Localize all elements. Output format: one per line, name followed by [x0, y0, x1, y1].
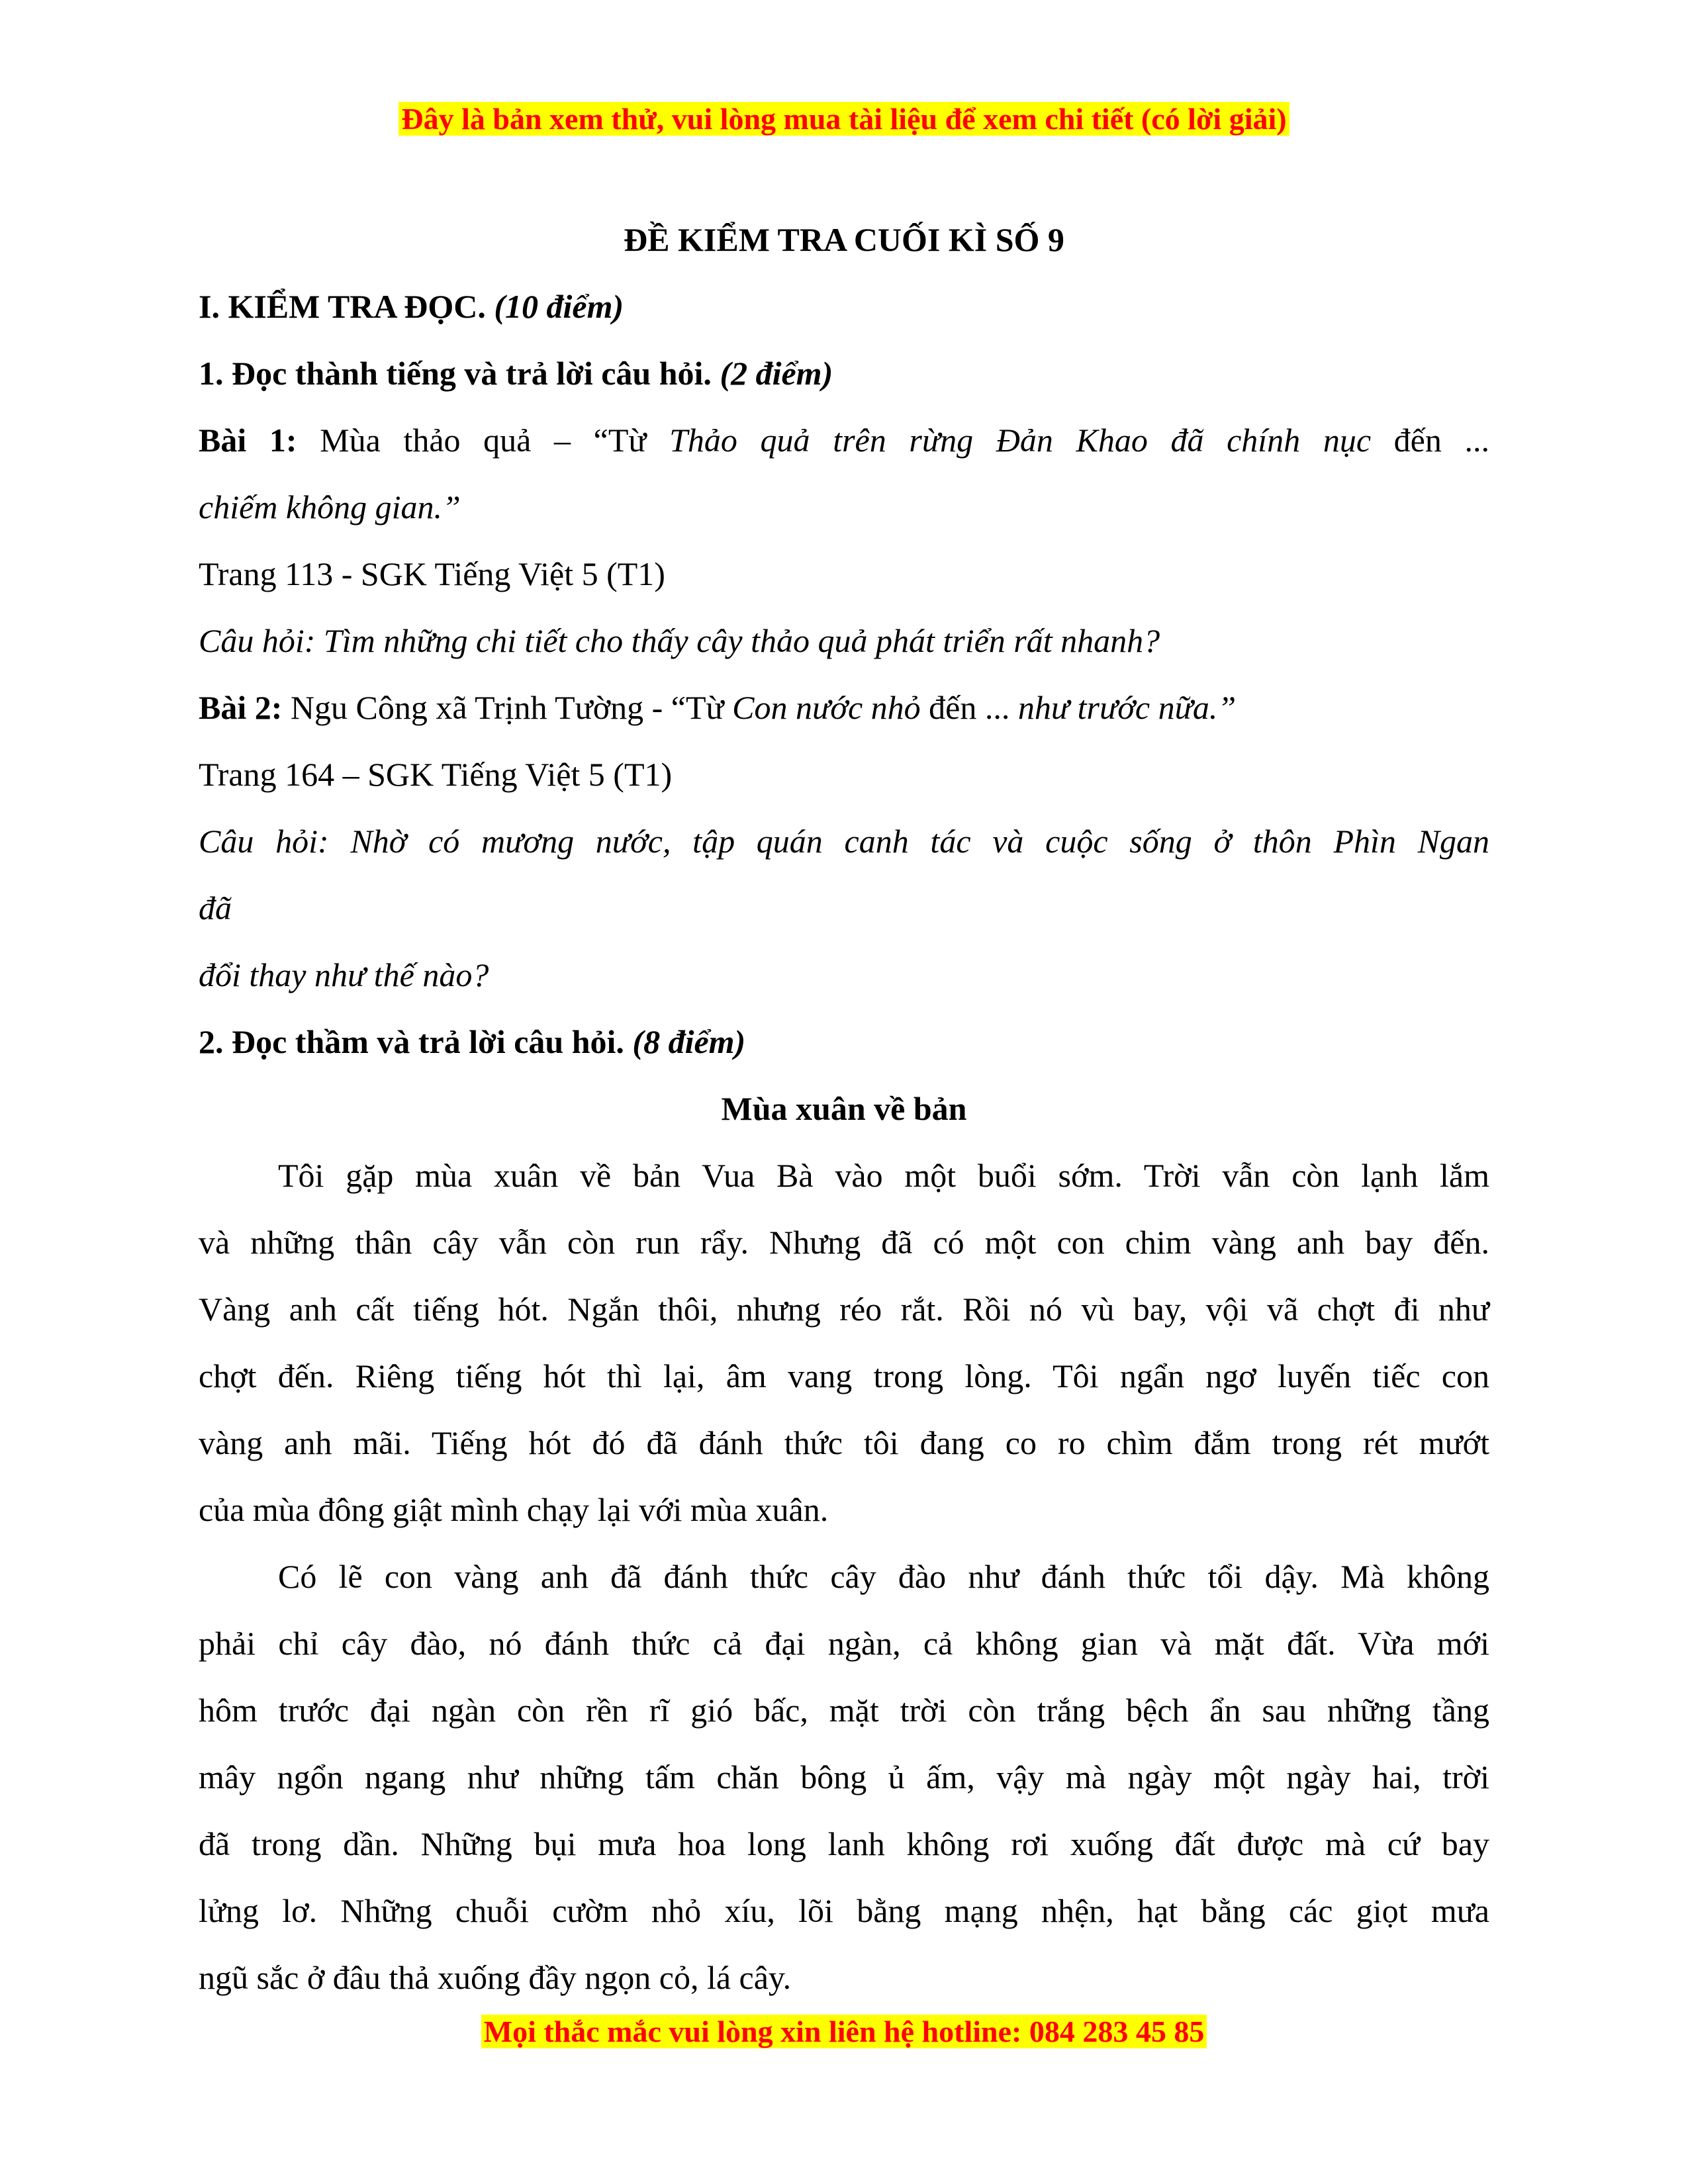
- story-p1-line: Vàng anh cất tiếng hót. Ngắn thôi, nhưng réo rắt. Rồi nó vù bay, vội vã chợt đi như: [199, 1291, 1489, 1328]
- story-p2-line: hôm trước đại ngàn còn rền rĩ gió bấc, mặt trời còn trắng bệch ẩn sau những tầng: [199, 1692, 1489, 1729]
- bai1-label: Bài 1:: [199, 422, 297, 459]
- part1-heading: 1. Đọc thành tiếng và trả lời câu hỏi. (2 điểm): [199, 355, 833, 392]
- exam-title: ĐỀ KIỂM TRA CUỐI KÌ SỐ 9: [624, 221, 1064, 258]
- section-heading-reading: I. KIỂM TRA ĐỌC. (10 điểm): [199, 288, 624, 325]
- story-p2-line: lửng lơ. Những chuỗi cườm nhỏ xíu, lõi bằng mạng nhện, hạt bằng các giọt mưa: [199, 1892, 1489, 1929]
- story-p2-line: Có lẽ con vàng anh đã đánh thức cây đào như đánh thức tổi dậy. Mà không: [278, 1558, 1489, 1595]
- story-p1-line: chợt đến. Riêng tiếng hót thì lại, âm vang trong lòng. Tôi ngẩn ngơ luyến tiếc con: [199, 1357, 1489, 1394]
- document-body: [199, 206, 1489, 2011]
- bai1-line: Bài 1: Mùa thảo quả – “Từ Thảo quả trên rừng Đản Khao đã chính nục đến ...: [199, 422, 1489, 459]
- bai1-question: Câu hỏi: Tìm những chi tiết cho thấy cây thảo quả phát triển rất nhanh?: [199, 622, 1160, 659]
- bai2-question-line-1: Câu hỏi: Nhờ có mương nước, tập quán canh tác và cuộc sống ở thôn Phìn Ngan: [199, 823, 1489, 860]
- story-p1-line: vàng anh mãi. Tiếng hót đó đã đánh thức tôi đang co ro chìm đắm trong rét mướt: [199, 1424, 1489, 1461]
- bai2-question-line-2: đã: [199, 889, 232, 927]
- bai2-reference: Trang 164 – SGK Tiếng Việt 5 (T1): [199, 756, 673, 793]
- bai1-line-2: chiếm không gian.”: [199, 488, 461, 525]
- story-title: Mùa xuân về bản: [721, 1090, 967, 1127]
- bai2-label: Bài 2:: [199, 689, 283, 726]
- hotline-notice: [0, 2012, 1688, 2052]
- bai2-question-line-3: đổi thay như thế nào?: [199, 956, 489, 993]
- bai1-reference: Trang 113 - SGK Tiếng Việt 5 (T1): [199, 555, 665, 592]
- story-p2-line: phải chỉ cây đào, nó đánh thức cả đại ngàn, cả không gian và mặt đất. Vừa mới: [199, 1625, 1489, 1662]
- story-p1-line: của mùa đông giật mình chạy lại với mùa xuân.: [199, 1491, 829, 1528]
- preview-notice-text: Đây là bản xem thử, vui lòng mua tài liệu để xem chi tiết (có lời giải): [399, 102, 1289, 136]
- story-p1-line: Tôi gặp mùa xuân về bản Vua Bà vào một buổi sớm. Trời vẫn còn lạnh lắm: [278, 1157, 1489, 1194]
- preview-notice: [0, 99, 1688, 139]
- bai2-line: Bài 2: Ngu Công xã Trịnh Tường - “Từ Con nước nhỏ đến ... như trước nữa.”: [199, 689, 1237, 726]
- part2-heading: 2. Đọc thầm và trả lời câu hỏi. (8 điểm): [199, 1023, 746, 1060]
- story-p2-line: ngũ sắc ở đâu thả xuống đầy ngọn cỏ, lá cây.: [199, 1959, 792, 1996]
- hotline-notice-text: Mọi thắc mắc vui lòng xin liên hệ hotline: 084 283 45 85: [481, 2015, 1207, 2048]
- story-p1-line: và những thân cây vẫn còn run rẩy. Nhưng đã có một con chim vàng anh bay đến.: [199, 1224, 1489, 1261]
- story-p2-line: mây ngổn ngang như những tấm chăn bông ủ ấm, vậy mà ngày một ngày hai, trời: [199, 1758, 1489, 1796]
- story-p2-line: đã trong dần. Những bụi mưa hoa long lanh không rơi xuống đất được mà cứ bay: [199, 1825, 1489, 1862]
